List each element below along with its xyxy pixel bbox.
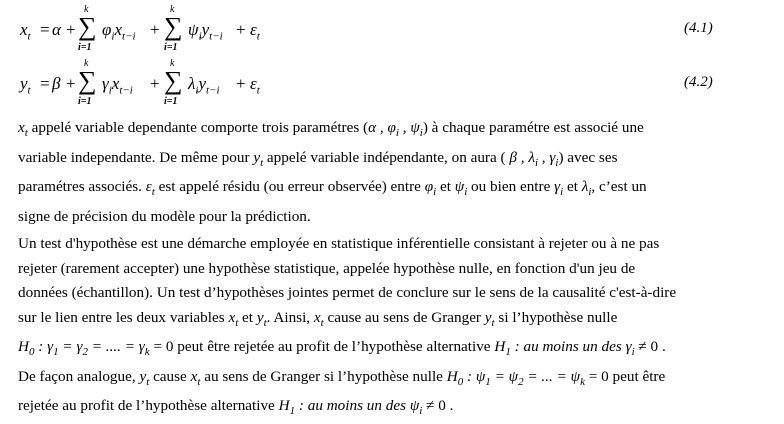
eq1-sum1-sigma: ∑ [78, 12, 97, 41]
eq2-term1: $\gamma_ix_{t-i}$ [102, 74, 133, 97]
paragraph1-line1: $x_t$ appelé variable dependante comporte trois paramétres (α , $\varphi_i$ , $\psi_i$) à chaque paramétre est associé une [18, 119, 644, 140]
eq1-number: (4.1) [684, 20, 713, 36]
equation-4-2 [0, 58, 784, 118]
eq2-error: $\varepsilon_t$ [250, 74, 260, 97]
eq2-sum2-sigma: ∑ [164, 66, 183, 95]
paragraph2-line5: $H_0$ : $\gamma_1 = \gamma_2$ = .... = $\gamma_k = 0$ peut être rejetée au profit de l’hypothèse alternative $H_1$ : au moins un des $\gamma_i \ne 0$ . [18, 338, 666, 359]
eq1-plus1: + [66, 20, 76, 39]
eq2-plus2: + [150, 74, 160, 93]
paragraph2-line7: rejetée au profit de l’hypothèse alternative $H_1$ : au moins un des $\psi_i \ne 0$ . [18, 397, 454, 418]
eq2-sum2-bottom: i=1 [164, 96, 178, 107]
paragraph2-line2: rejeter (rarement accepter) une hypothèse statistique, appelée hypothèse nulle, en fonction d'un jeu de [18, 259, 636, 277]
paragraph2-line1: Un test d'hypothèse est une démarche employée en statistique inférentielle consistant à rejeter ou à ne pas [18, 235, 660, 252]
eq2-sum1-bottom: i=1 [78, 96, 92, 107]
eq2-const: β [52, 74, 61, 93]
eq1-plus2: + [150, 20, 160, 39]
eq1-plus3: + [236, 20, 246, 39]
paragraph2-line3: données (échantillon). Un test d’hypothèses jointes permet de conclure sur le sens de la causalité c'est-à-dire [18, 284, 677, 301]
eq1-const: α [52, 20, 61, 39]
eq1-sum2-sigma: ∑ [164, 12, 183, 41]
paragraph-hypothesis-test [18, 232, 768, 424]
paragraph1-line4: signe de précision du modèle pour la prédiction. [18, 207, 311, 225]
eq2-sum1-sigma: ∑ [78, 66, 97, 95]
eq2-equals: = [40, 74, 50, 93]
eq1-sum2-top: k [170, 4, 175, 15]
paragraph1-line3: paramétres associés. $\varepsilon_t$ est appelé résidu (ou erreur observée) entre $\varphi_i$ et $\psi_i$ ou bien entre $\gamma_i$ et $\lambda_i$, c’est un [18, 178, 647, 199]
paragraph2-line6: De façon analogue, $y_t$ cause $x_t$ au sens de Granger si l’hypothèse nulle $H_0$ : $\psi_1 = \psi_2$ = ... = $\psi_k = 0$ peut être [18, 367, 666, 388]
eq2-term2: $\lambda_iy_{t-i}$ [188, 74, 220, 97]
paragraph2-line4: sur le lien entre les deux variables $x_t$ et $y_t$. Ainsi, $x_t$ cause au sens de Granger $y_t$ si l’hypothèse nulle [18, 308, 618, 329]
eq2-plus1: + [66, 74, 76, 93]
eq1-sum2-bottom: i=1 [164, 42, 178, 53]
eq2-sum2-top: k [170, 58, 175, 69]
eq1-error: $\varepsilon_t$ [250, 20, 260, 43]
eq1-sum1-bottom: i=1 [78, 42, 92, 53]
eq1-equals: = [40, 20, 50, 39]
paragraph1-line2: variable independante. De même pour $y_t$ appelé variable indépendante, on aura ( β , $\lambda_i$ , $\gamma_i$) avec ses [18, 148, 618, 169]
eq2-lhs: $y_t$ [20, 74, 31, 97]
eq1-term1: $\varphi_ix_{t-i}$ [102, 20, 136, 43]
eq2-number: (4.2) [684, 74, 713, 90]
equation-4-1 [0, 4, 784, 64]
eq2-plus3: + [236, 74, 246, 93]
eq2-sum1-top: k [84, 58, 89, 69]
paragraph-variables [18, 116, 768, 229]
eq1-sum1-top: k [84, 4, 89, 15]
eq1-term2: $\psi_iy_{t-i}$ [188, 20, 223, 43]
eq1-lhs: $x_t$ [20, 20, 31, 43]
